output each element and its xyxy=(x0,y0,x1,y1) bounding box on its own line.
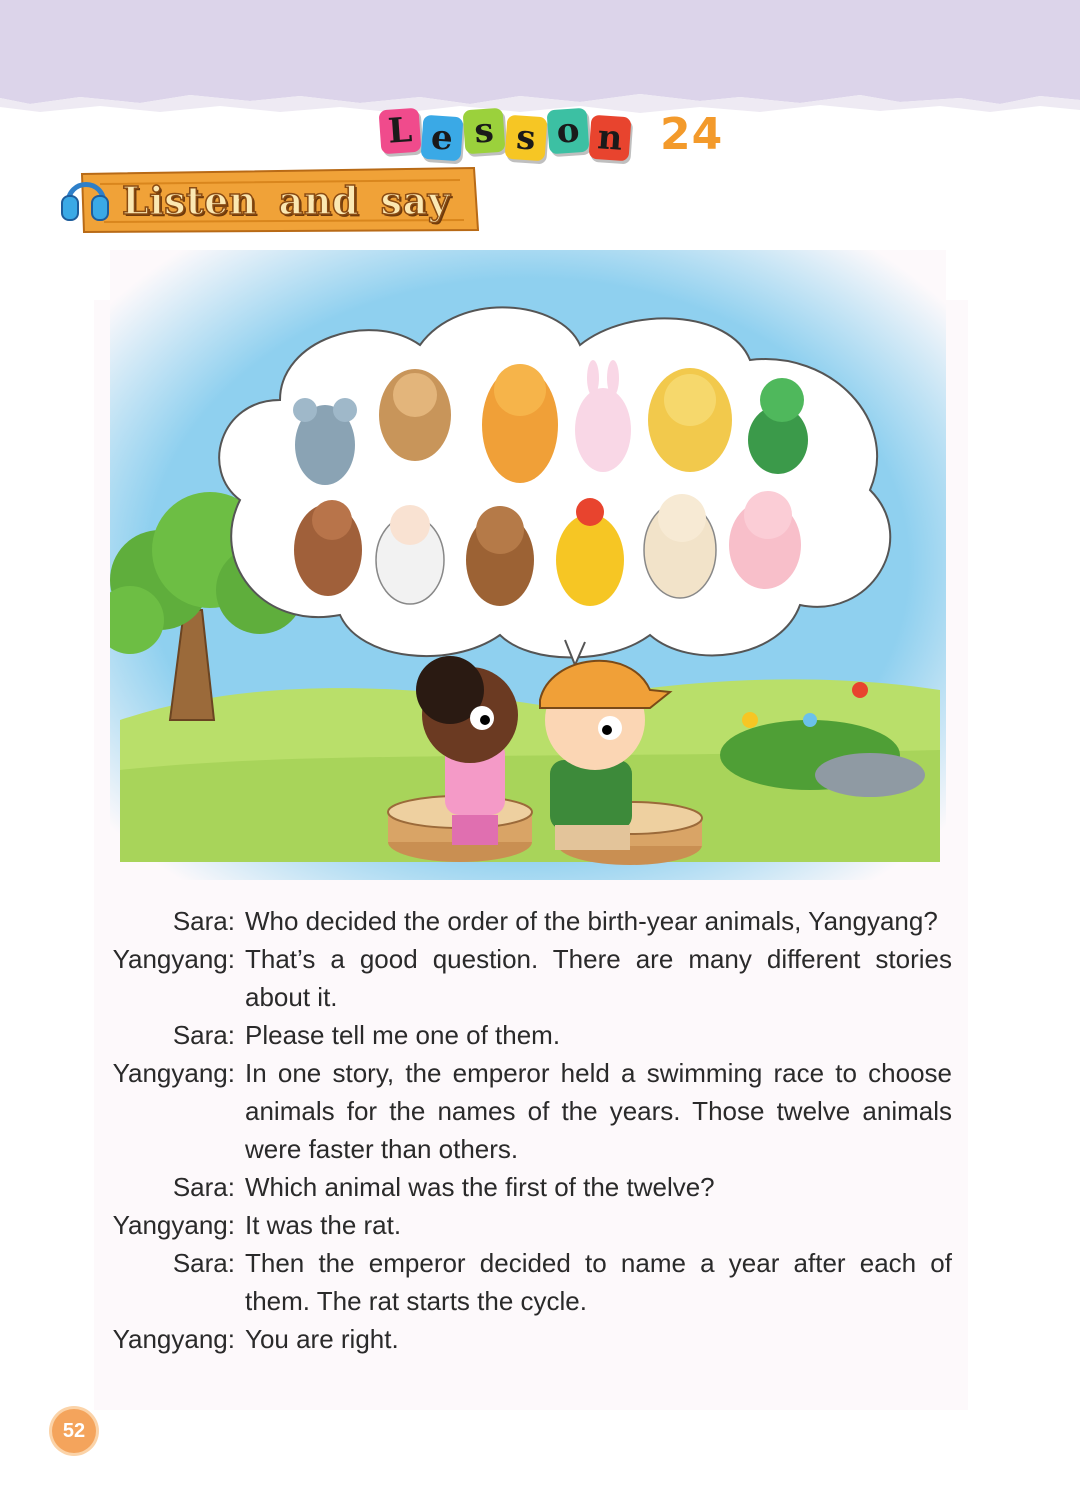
speech-text: Please tell me one of them. xyxy=(245,1020,561,1050)
speech-text: Which animal was the first of the twelve? xyxy=(245,1172,715,1202)
speaker-label: Sara: xyxy=(172,1172,235,1202)
dialogue-line xyxy=(100,1320,952,1358)
lesson-number: 24 xyxy=(660,108,724,160)
top-band xyxy=(0,0,1080,120)
lesson-letter-tile: o xyxy=(547,108,590,155)
lesson-letter-tile: s xyxy=(463,108,506,155)
dialogue-line xyxy=(100,1054,952,1168)
dialogue-line xyxy=(100,902,952,940)
speaker-label: Yangyang: xyxy=(112,1058,235,1088)
speaker-label: Sara: xyxy=(172,1020,235,1050)
speech-text: Then the emperor decided to name a year after each of them. The rat starts the cycle. xyxy=(245,1248,952,1316)
dialogue-line xyxy=(100,1016,952,1054)
dialogue-line xyxy=(100,940,952,1016)
lesson-letter-tile: e xyxy=(421,115,464,162)
speaker-label: Yangyang: xyxy=(112,1210,235,1240)
lesson-letter-tile: n xyxy=(589,115,632,162)
lesson-title xyxy=(380,104,723,164)
dialogue-line xyxy=(100,1168,952,1206)
lesson-letter-tile: L xyxy=(379,108,422,155)
speech-text: In one story, the emperor held a swimming race to choose animals for the names of the years. Those twelve animals were faster than others. xyxy=(245,1058,952,1164)
ox-icon xyxy=(379,369,451,461)
speech-text: That’s a good question. There are many different stories about it. xyxy=(245,944,952,1012)
dragon-icon xyxy=(648,368,732,472)
page-number: 52 xyxy=(52,1409,96,1453)
illustration xyxy=(110,250,946,880)
speaker-label: Yangyang: xyxy=(112,944,235,974)
dialogue-line xyxy=(100,1206,952,1244)
dialogue-line xyxy=(100,1244,952,1320)
speaker-label: Yangyang: xyxy=(112,1324,235,1354)
speaker-label: Sara: xyxy=(172,1248,235,1278)
speaker-label: Sara: xyxy=(172,906,235,936)
section-label: Listen and say xyxy=(122,178,451,223)
thought-cloud xyxy=(219,307,890,665)
speech-text: Who decided the order of the birth-year animals, Yangyang? xyxy=(245,906,938,936)
dialogue xyxy=(100,902,952,1358)
lesson-letter-tile: s xyxy=(505,115,548,162)
speech-text: You are right. xyxy=(245,1324,399,1354)
speech-text: It was the rat. xyxy=(245,1210,402,1240)
